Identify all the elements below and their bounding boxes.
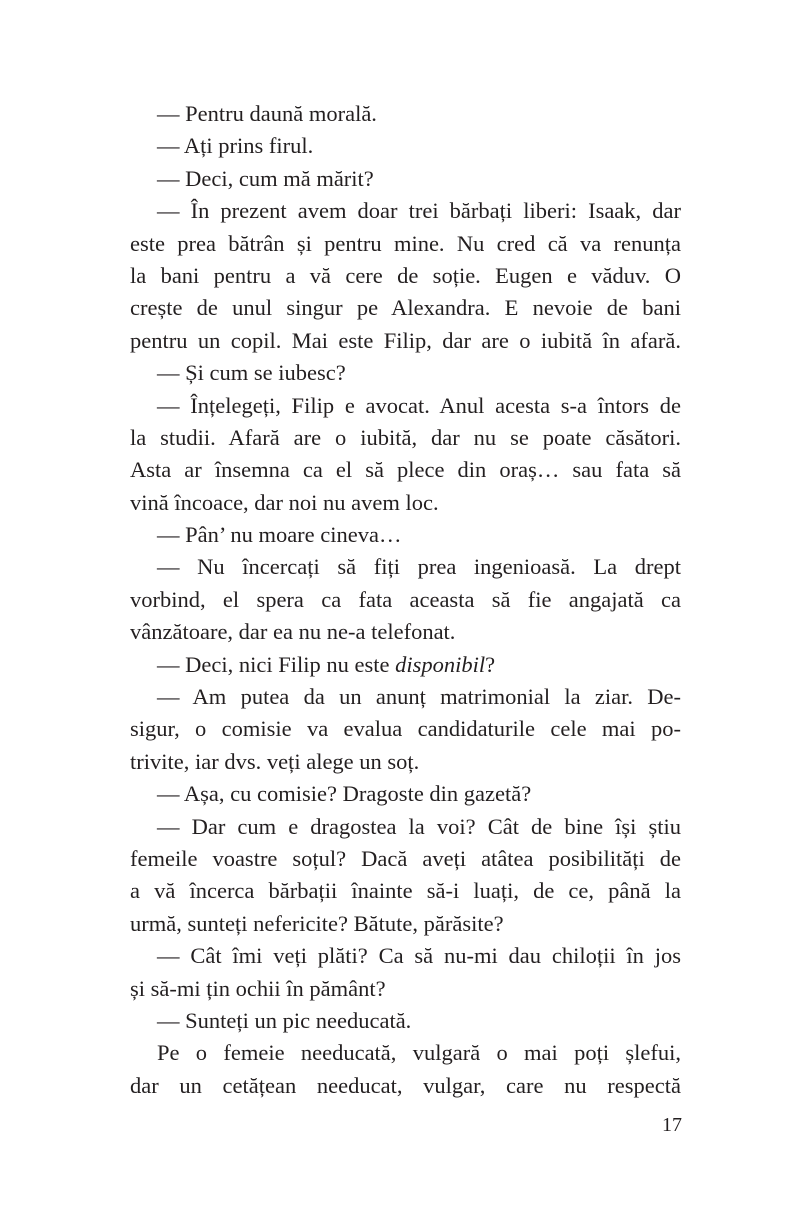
text-line-content: a vă încerca bărbații înainte să-i luați, de ce, până la (130, 878, 681, 904)
text-line (130, 940, 681, 972)
text-line (130, 973, 681, 1005)
text-line (130, 260, 681, 292)
text-line (130, 908, 681, 940)
text-line-content: vină încoace, dar noi nu avem loc. (130, 489, 439, 515)
text-line-content: pentru un copil. Mai este Filip, dar are o iubită în afară. (130, 327, 681, 353)
text-line-content: vânzătoare, dar ea nu ne-a telefonat. (130, 619, 456, 645)
text-line (130, 584, 681, 616)
text-line (130, 811, 681, 843)
text-line (130, 292, 681, 324)
text-line-content: și să-mi țin ochii în pământ? (130, 975, 386, 1001)
text-line (130, 551, 681, 583)
text-line (130, 163, 681, 195)
text-line-content: — În prezent avem doar trei bărbați liberi: Isaak, dar (157, 198, 681, 224)
text-line-content: Pe o femeie needucată, vulgară o mai poți șlefui, (157, 1040, 681, 1066)
punctuation: ? (485, 651, 496, 677)
text-line-content: sigur, o comisie va evalua candidaturile cele mai po- (130, 716, 681, 742)
text-line (130, 390, 681, 422)
text-line-content: urmă, sunteți nefericite? Bătute, părăsite? (130, 910, 504, 936)
text-line (130, 357, 681, 389)
text-line-content: este prea bătrân și pentru mine. Nu cred că va renunța (130, 230, 681, 256)
text-line-content: — Ați prins firul. (157, 133, 314, 159)
text-line (130, 616, 681, 648)
text-line (130, 713, 681, 745)
text-line (130, 422, 681, 454)
text-line-content: vorbind, el spera ca fata aceasta să fie angajată ca (130, 586, 681, 612)
text-line-content: — Înțelegeți, Filip e avocat. Anul acesta s-a întors de (157, 392, 681, 418)
text-line (130, 681, 681, 713)
text-line-content: dar un cetățean needucat, vulgar, care nu respectă (130, 1072, 681, 1098)
page-body-text (130, 98, 681, 1102)
text-line-content: — Pentru daună morală. (157, 101, 377, 126)
text-line (130, 1070, 681, 1102)
text-line-content: — Și cum se iubesc? (157, 360, 346, 386)
text-line-content: — Am putea da un anunț matrimonial la ziar. De- (157, 684, 681, 710)
text-line (130, 1005, 681, 1037)
text-line (130, 519, 681, 551)
text-line (130, 454, 681, 486)
text-line (130, 649, 681, 681)
text-line (130, 1037, 681, 1069)
text-line-content: — Dar cum e dragostea la voi? Cât de bine își știu (157, 813, 681, 839)
text-line (130, 98, 681, 130)
text-line-content: — Așa, cu comisie? Dragoste din gazetă? (157, 781, 532, 807)
text-line (130, 875, 681, 907)
text-line (130, 228, 681, 260)
text-line-content: — Pân’ nu moare cineva… (157, 522, 402, 548)
text-line-content: — Deci, nici Filip nu este (157, 651, 396, 677)
text-line (130, 130, 681, 162)
italic-word: disponibil (395, 651, 486, 677)
text-line-content: — Nu încercați să fiți prea ingenioasă. La drept (157, 554, 681, 580)
text-line-content: — Cât îmi veți plăti? Ca să nu-mi dau chiloții în jos (157, 943, 681, 969)
text-line-content: la bani pentru a vă cere de soție. Eugen e văduv. O (130, 262, 681, 288)
text-line (130, 778, 681, 810)
text-line-content: femeile voastre soțul? Dacă aveți atâtea posibilități de (130, 845, 681, 871)
text-line (130, 195, 681, 227)
text-line-content: — Deci, cum mă mărit? (157, 165, 374, 191)
text-line-content: — Sunteți un pic needucată. (157, 1007, 412, 1033)
text-line-content: la studii. Afară are o iubită, dar nu se poate căsători. (130, 424, 681, 450)
text-line (130, 843, 681, 875)
text-line-content: Asta ar însemna ca el să plece din oraș… sau fata să (130, 457, 681, 483)
text-line (130, 746, 681, 778)
text-line-content: trivite, iar dvs. veți alege un soț. (130, 748, 420, 774)
page-number: 17 (662, 1114, 682, 1136)
text-line (130, 325, 681, 357)
text-line (130, 487, 681, 519)
text-line-content: crește de unul singur pe Alexandra. E nevoie de bani (130, 295, 681, 321)
